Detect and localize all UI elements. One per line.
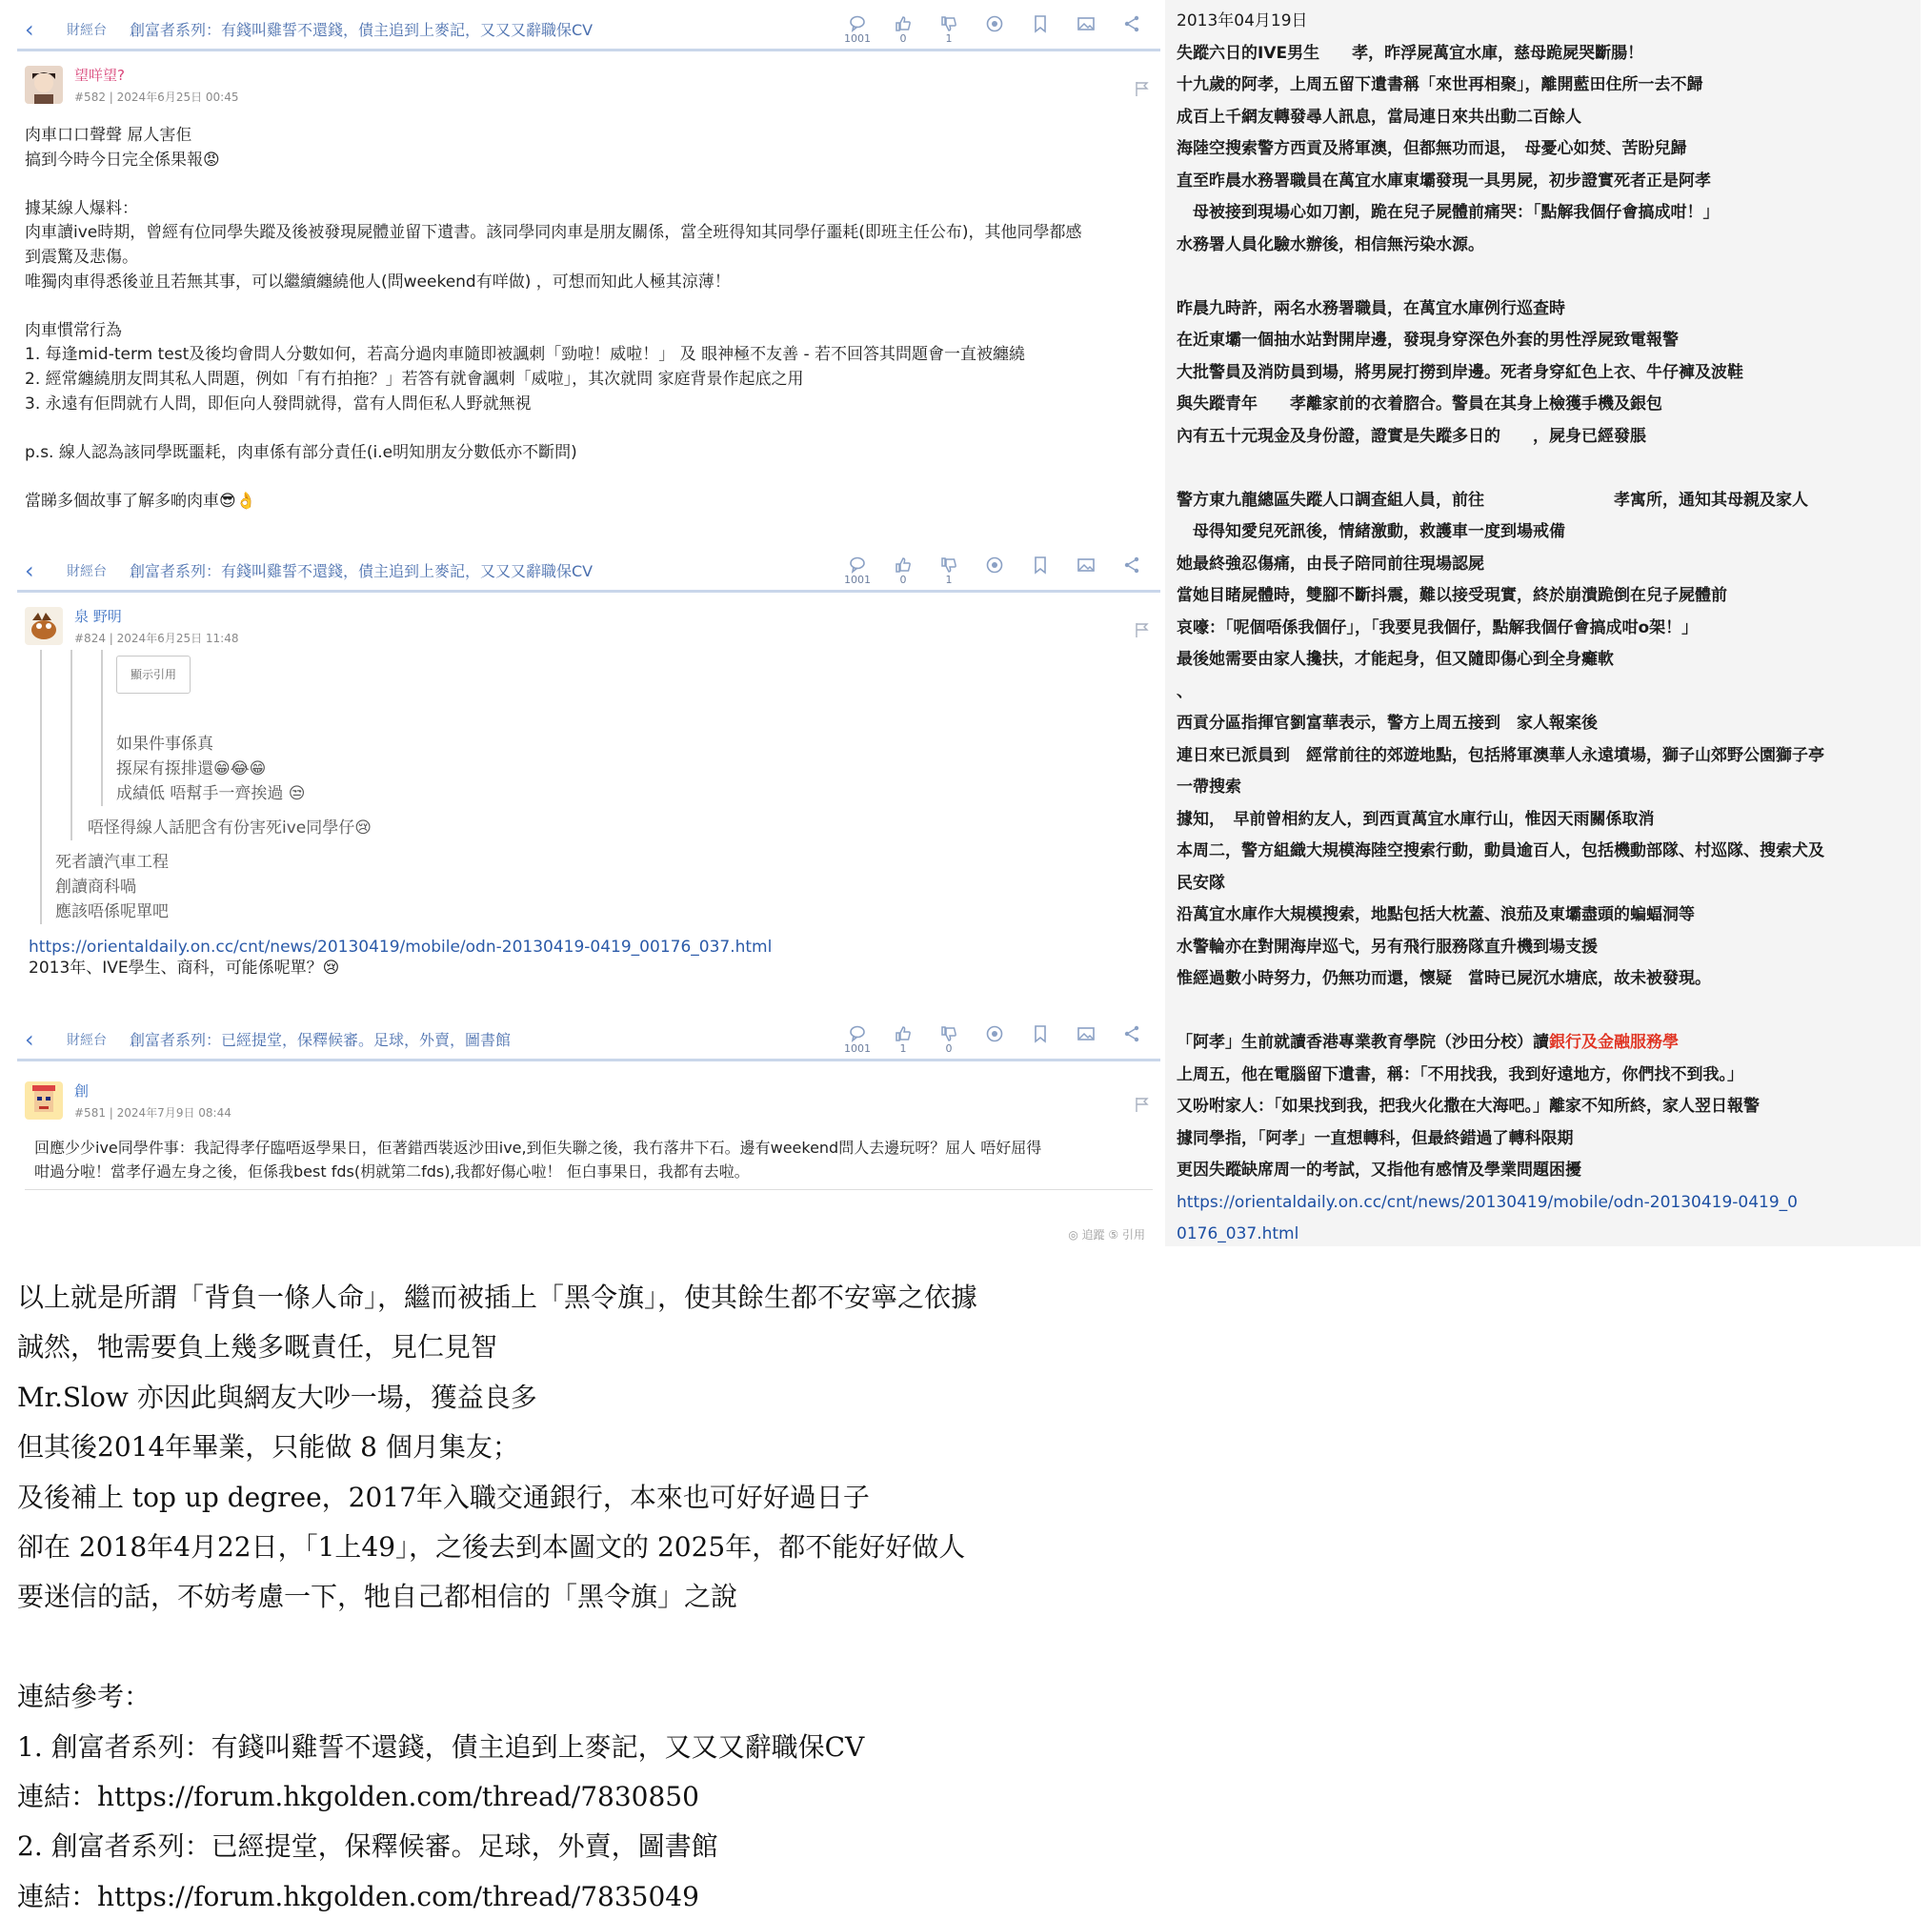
quote-line: 應該唔係呢單吧 bbox=[55, 902, 169, 921]
like-button[interactable] bbox=[880, 556, 926, 586]
like-count: 0 bbox=[899, 31, 907, 45]
commentary-line: 卻在 2018年4月22日，「1上49」，之後去到本圖文的 2025年，都不能好好做人 bbox=[17, 1531, 966, 1564]
post-line: 1. 每逢mid-term test及後均會問人分數如何，若高分過肉車隨即被諷刺「勁啦！威啦！」 及 眼神極不友善 - 若不回答其問題會一直被纏繞 bbox=[25, 345, 1026, 365]
avatar[interactable] bbox=[25, 607, 63, 645]
quote-outer bbox=[40, 650, 1153, 924]
post-time: 2024年7月9日 08:44 bbox=[116, 1106, 231, 1120]
bookmark-icon bbox=[1031, 556, 1050, 575]
image-button[interactable] bbox=[1063, 556, 1109, 586]
post-line: 2013年、IVE學生、商科，可能係呢單？😢 bbox=[29, 959, 340, 978]
image-button[interactable] bbox=[1063, 1024, 1109, 1055]
news-line: 失蹤六日的IVE男生 孝，昨浮屍萬宜水庫，慈母跪屍哭斷腸！ bbox=[1177, 43, 1644, 63]
post-meta: #824 | 2024年6月25日 11:48 bbox=[74, 632, 239, 645]
back-arrow-icon[interactable]: ‹ bbox=[25, 1025, 34, 1053]
bookmark-button[interactable] bbox=[1017, 14, 1063, 45]
comment-button[interactable] bbox=[835, 556, 880, 586]
reference-link[interactable]: 連結：https://forum.hkgolden.com/thread/7830850 bbox=[17, 1781, 699, 1813]
share-button[interactable] bbox=[1109, 1024, 1155, 1055]
bookmark-icon bbox=[1031, 14, 1050, 33]
author-row bbox=[25, 61, 1153, 109]
comment-icon bbox=[848, 14, 867, 33]
news-line: 民安隊 bbox=[1177, 873, 1225, 893]
news-line: 哀嚎：「呢個唔係我個仔」，「我要見我個仔，點解我個仔會搞成咁o架！」 bbox=[1177, 617, 1699, 637]
share-button[interactable] bbox=[1109, 556, 1155, 586]
news-date: 2013年04月19日 bbox=[1177, 11, 1308, 30]
post-body bbox=[25, 1136, 1153, 1190]
report-flag-icon[interactable] bbox=[1134, 621, 1151, 638]
quote-line: 如果件事係真 bbox=[116, 735, 213, 754]
share-icon bbox=[1122, 556, 1141, 575]
references-heading: 連結參考： bbox=[17, 1681, 151, 1713]
share-icon bbox=[1122, 14, 1141, 33]
news-line: 最後她需要由家人攙扶，才能起身，但又隨即傷心到全身癱軟 bbox=[1177, 650, 1614, 669]
bookmark-icon bbox=[1031, 1024, 1050, 1043]
like-icon bbox=[894, 1024, 913, 1043]
news-line: 西貢分區指揮官劉富華表示，警方上周五接到 家人報案後 bbox=[1177, 714, 1598, 733]
username[interactable]: 望咩望? bbox=[74, 67, 125, 84]
bookmark-button[interactable] bbox=[1017, 1024, 1063, 1055]
comment-button[interactable] bbox=[835, 1024, 880, 1055]
post-line: p.s. 線人認為該同學既噩耗，肉車係有部分責任(i.e明知朋友分數低亦不斷問) bbox=[25, 442, 577, 462]
comment-count: 1001 bbox=[844, 31, 871, 45]
news-line: 母被接到現場心如刀割，跪在兒子屍體前痛哭：「點解我個仔會搞成咁！」 bbox=[1177, 203, 1720, 222]
news-line: 水務署人員化驗水辦後，相信無污染水源。 bbox=[1177, 234, 1484, 254]
post-line: 3. 永遠有佢問就冇人問，即佢向人發問就得，當有人問佢私人野就無視 bbox=[25, 394, 532, 414]
thread-title: 創富者系列：已經提堂，保釋候審。足球，外賣，圖書館 bbox=[130, 1031, 512, 1049]
forum-post bbox=[17, 593, 1160, 981]
thread-topbar bbox=[17, 551, 1160, 593]
commentary-line: Mr.Slow 亦因此與網友大吵一場，獲益良多 bbox=[17, 1381, 537, 1413]
commentary-line: 但其後2014年畢業，只能做 8 個月集友； bbox=[17, 1431, 519, 1464]
comment-count: 1001 bbox=[844, 573, 871, 586]
news-line: 本周二，警方組織大規模海陸空搜索行動，動員逾百人，包括機動部隊、村巡隊、搜索犬及 bbox=[1177, 841, 1824, 860]
news-source-link[interactable]: https://orientaldaily.on.cc/cnt/news/20130419/mobile/odn-20130419-0419_00176_037.html bbox=[1177, 1192, 1799, 1243]
school-highlight: 銀行及金融服務學 bbox=[1549, 1033, 1679, 1052]
board-name[interactable]: 財經台 bbox=[67, 22, 107, 38]
like-count: 1 bbox=[899, 1041, 907, 1055]
back-arrow-icon[interactable]: ‹ bbox=[25, 15, 34, 43]
news-line: 昨晨九時許，兩名水務署職員，在萬宜水庫例行巡查時 bbox=[1177, 298, 1565, 318]
forum-panel-2 bbox=[17, 551, 1160, 1014]
image-button[interactable] bbox=[1063, 14, 1109, 45]
like-icon bbox=[894, 556, 913, 575]
news-line: 上周五，他在電腦留下遺書，稱：「不用找我，我到好遠地方，你們找不到我。」 bbox=[1177, 1064, 1743, 1084]
news-line: 水警輪亦在對開海岸巡弋，另有飛行服務隊直升機到場支援 bbox=[1177, 937, 1598, 957]
forum-panel-3 bbox=[17, 1020, 1160, 1248]
news-line: 連日來已派員到 經常前往的郊遊地點，包括將軍澳華人永遠墳場，獅子山郊野公園獅子亭 bbox=[1177, 745, 1824, 765]
dislike-button[interactable] bbox=[926, 556, 972, 586]
like-button[interactable] bbox=[880, 14, 926, 45]
post-line: 回應少少ive同學件事：我記得孝仔臨唔返學果日，佢著錯西裝返沙田ive,到佢失聯之後，我冇落井下石。邊有weekend問人去邊玩呀？屈人 唔好屈得 bbox=[34, 1139, 1042, 1157]
comment-button[interactable] bbox=[835, 14, 880, 45]
quote-block bbox=[25, 650, 1153, 924]
news-line: 更因失蹤缺席周一的考試，又指他有感情及學業問題困擾 bbox=[1177, 1161, 1581, 1180]
forum-post bbox=[17, 1061, 1160, 1190]
show-quote-button[interactable]: 顯示引用 bbox=[116, 656, 191, 694]
username[interactable]: 創 bbox=[74, 1082, 90, 1100]
reference-title: 2. 創富者系列：已經提堂，保釋候審。足球，外賣，圖書館 bbox=[17, 1830, 718, 1863]
comment-icon bbox=[848, 1024, 867, 1043]
forum-panel-1 bbox=[17, 10, 1160, 539]
dislike-count: 1 bbox=[945, 573, 953, 586]
news-line: 母得知愛兒死訊後，情緒激動，救護車一度到場戒備 bbox=[1177, 522, 1565, 541]
quote-line: 死者讀汽車工程 bbox=[55, 853, 169, 872]
dislike-icon bbox=[939, 14, 958, 33]
commentary-line: 以上就是所謂「背負一條人命」，繼而被插上「黑令旗」，使其餘生都不安寧之依據 bbox=[17, 1282, 978, 1313]
board-name[interactable]: 財經台 bbox=[67, 563, 107, 579]
report-flag-icon[interactable] bbox=[1134, 80, 1151, 97]
emoji-button[interactable] bbox=[972, 1024, 1017, 1055]
quote-line: 創讀商科喎 bbox=[55, 878, 136, 897]
post-number: #824 bbox=[74, 632, 106, 645]
like-button[interactable] bbox=[880, 1024, 926, 1055]
post-line: 當睇多個故事了解多啲肉車😎👌 bbox=[25, 491, 256, 511]
news-line: 大批警員及消防員到場，將男屍打撈到岸邊。死者身穿紅色上衣、牛仔褲及波鞋 bbox=[1177, 362, 1743, 382]
author-row bbox=[25, 1077, 1153, 1124]
post-line: 唯獨肉車得悉後並且若無其事，可以繼續纏繞他人(問weekend有咩做) ，可想而知此人極其涼薄！ bbox=[25, 272, 731, 292]
news-link[interactable]: https://orientaldaily.on.cc/cnt/news/20130419/mobile/odn-20130419-0419_00176_037.html bbox=[29, 938, 773, 957]
news-line: 與失蹤青年 孝離家前的衣着脗合。警員在其身上檢獲手機及銀包 bbox=[1177, 394, 1662, 414]
emoji-button[interactable] bbox=[972, 14, 1017, 45]
commentary bbox=[17, 1273, 1256, 1919]
thread-actions bbox=[835, 556, 1155, 586]
dislike-button[interactable] bbox=[926, 1024, 972, 1055]
thread-actions bbox=[835, 14, 1155, 45]
avatar[interactable] bbox=[25, 66, 63, 104]
news-line: 在近東壩一個抽水站對開岸邊，發現身穿深色外套的男性浮屍致電報警 bbox=[1177, 331, 1679, 350]
quote-line: 揼屎有揼排還😁😂😁 bbox=[116, 759, 267, 778]
post-meta: #581 | 2024年7月9日 08:44 bbox=[74, 1106, 231, 1120]
emoji-icon bbox=[985, 14, 1004, 33]
dislike-icon bbox=[939, 1024, 958, 1043]
school-prefix: 「阿孝」生前就讀香港專業教育學院（沙田分校）讀 bbox=[1177, 1033, 1549, 1052]
commentary-line: 要迷信的話，不妨考慮一下，牠自己都相信的「黑令旗」之說 bbox=[17, 1581, 738, 1613]
dislike-count: 0 bbox=[945, 1041, 953, 1055]
reference-title: 1. 創富者系列：有錢叫雞誓不還錢，債主追到上麥記，又又又辭職保CV bbox=[17, 1730, 865, 1763]
post-time: 2024年6月25日 11:48 bbox=[116, 632, 239, 645]
post-meta: #582 | 2024年6月25日 00:45 bbox=[74, 91, 239, 104]
news-line: 成百上千網友轉發尋人訊息，當局連日來共出動二百餘人 bbox=[1177, 107, 1581, 127]
report-flag-icon[interactable] bbox=[1134, 1096, 1151, 1113]
back-arrow-icon[interactable]: ‹ bbox=[25, 556, 34, 584]
news-article bbox=[1165, 0, 1921, 1246]
like-icon bbox=[894, 14, 913, 33]
emoji-icon bbox=[985, 1024, 1004, 1043]
post-number: #582 bbox=[74, 91, 106, 104]
bookmark-button[interactable] bbox=[1017, 556, 1063, 586]
forum-post bbox=[17, 51, 1160, 515]
comment-count: 1001 bbox=[844, 1041, 871, 1055]
like-count: 0 bbox=[899, 573, 907, 586]
share-icon bbox=[1122, 1024, 1141, 1043]
comment-icon bbox=[848, 556, 867, 575]
news-line: 、 bbox=[1177, 681, 1193, 701]
emoji-icon bbox=[985, 556, 1004, 575]
post-line: 到震驚及悲傷。 bbox=[25, 247, 138, 267]
news-line: 據同學指，「阿孝」一直想轉科，但最終錯過了轉科限期 bbox=[1177, 1128, 1574, 1148]
quote-inner bbox=[101, 650, 1153, 806]
post-footer-actions[interactable]: ◎ 追蹤 ⑤ 引用 bbox=[1068, 1228, 1145, 1242]
username[interactable]: 泉 野明 bbox=[74, 608, 122, 625]
post-line: 肉車慣常行為 bbox=[25, 320, 122, 340]
quote-middle bbox=[70, 650, 1153, 840]
reference-link[interactable]: 連結：https://forum.hkgolden.com/thread/7835049 bbox=[17, 1880, 699, 1912]
news-line: 惟經過數小時努力，仍無功而還，懷疑 當時已屍沉水塘底，故未被發現。 bbox=[1177, 969, 1711, 988]
news-line: 直至昨晨水務署職員在萬宜水庫東壩發現一具男屍，初步證實死者正是阿孝 bbox=[1177, 171, 1711, 191]
news-line: 海陸空搜索警方西貢及將軍澳，但都無功而退， 母憂心如焚、苦盼兒歸 bbox=[1177, 139, 1687, 158]
news-line: 她最終強忍傷痛，由長子陪同前往現場認屍 bbox=[1177, 554, 1484, 574]
post-line: 肉車讀ive時期，曾經有位同學失蹤及後被發現屍體並留下遺書。該同學同肉車是朋友關係，當全班得知其同學仔噩耗(即班主任公布)，其他同學都感 bbox=[25, 223, 1082, 243]
thread-topbar bbox=[17, 1020, 1160, 1061]
post-number: #581 bbox=[74, 1106, 106, 1120]
post-line: 肉車口口聲聲 屌人害佢 bbox=[25, 126, 192, 145]
dislike-icon bbox=[939, 556, 958, 575]
share-button[interactable] bbox=[1109, 14, 1155, 45]
board-name[interactable]: 財經台 bbox=[67, 1032, 107, 1048]
news-line: 當她目睹屍體時，雙腳不斷抖震，難以接受現實，終於崩潰跪倒在兒子屍體前 bbox=[1177, 586, 1727, 605]
news-line: 一帶搜索 bbox=[1177, 778, 1241, 797]
post-line: 咁過分啦！當孝仔過左身之後，佢係我best fds(枂就第二fds),我都好傷心啦！ 佢白事果日，我都有去啦。 bbox=[34, 1162, 750, 1181]
author-row bbox=[25, 602, 1153, 650]
thread-actions bbox=[835, 1024, 1155, 1055]
quote-line: 成績低 唔幫手一齊挨過 😒 bbox=[116, 784, 306, 803]
news-school-line bbox=[1177, 1027, 1911, 1060]
dislike-button[interactable] bbox=[926, 14, 972, 45]
thread-title: 創富者系列：有錢叫雞誓不還錢，債主追到上麥記，又又又辭職保CV bbox=[130, 562, 594, 580]
news-line: 警方東九龍總區失蹤人口調查組人員，前往 孝寓所，通知其母親及家人 bbox=[1177, 490, 1808, 510]
thread-topbar bbox=[17, 10, 1160, 51]
post-body bbox=[25, 124, 1153, 515]
image-icon bbox=[1077, 1024, 1096, 1043]
post-line: 搞到今時今日完全係果報😡 bbox=[25, 150, 220, 170]
news-line: 十九歲的阿孝，上周五留下遺書稱「來世再相聚」，離開藍田住所一去不歸 bbox=[1177, 75, 1703, 94]
image-icon bbox=[1077, 556, 1096, 575]
thread-title: 創富者系列：有錢叫雞誓不還錢，債主追到上麥記，又又又辭職保CV bbox=[130, 21, 594, 39]
post-line: 2. 經常纏繞朋友問其私人問題，例如「有冇拍拖？」若答有就會諷刺「威啦」，其次就問 家庭背景作起底之用 bbox=[25, 369, 804, 389]
news-line: 又吩咐家人：「如果找到我，把我火化撒在大海吧。」離家不知所終，家人翌日報警 bbox=[1177, 1097, 1760, 1116]
post-time: 2024年6月25日 00:45 bbox=[116, 91, 239, 104]
image-icon bbox=[1077, 14, 1096, 33]
post-line: 據某線人爆料： bbox=[25, 198, 138, 218]
news-line: 沿萬宜水庫作大規模搜索，地點包括大枕蓋、浪茄及東壩盡頭的蝙蝠洞等 bbox=[1177, 905, 1695, 924]
commentary-line: 誠然，牠需要負上幾多嘅責任，見仁見智 bbox=[17, 1331, 498, 1364]
quote-line: 唔怪得線人話肥含有份害死ive同學仔😢 bbox=[88, 818, 372, 838]
commentary-line: 及後補上 top up degree，2017年入職交通銀行，本來也可好好過日子 bbox=[17, 1481, 870, 1513]
avatar[interactable] bbox=[25, 1081, 63, 1120]
dislike-count: 1 bbox=[945, 31, 953, 45]
news-line: 內有五十元現金及身份證，證實是失蹤多日的 ，屍身已經發脹 bbox=[1177, 426, 1646, 446]
emoji-button[interactable] bbox=[972, 556, 1017, 586]
news-line: 據知， 早前曾相約友人，到西貢萬宜水庫行山，惟因天雨關係取消 bbox=[1177, 809, 1655, 829]
